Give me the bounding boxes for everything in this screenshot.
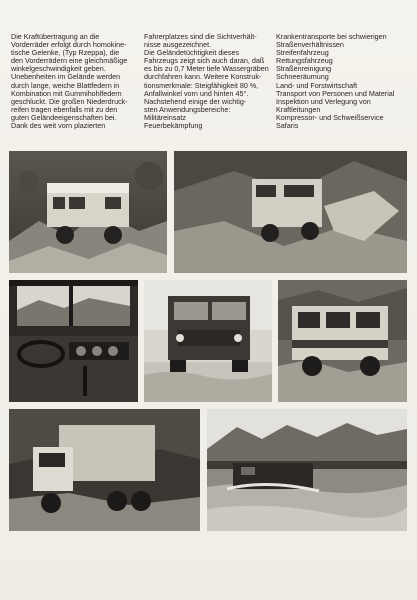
text-line: es bis zu 0,7 Meter tiefe Wassergräben xyxy=(144,65,269,74)
list-item: Schneeräumung xyxy=(276,72,329,82)
photo-vehicle-front-water xyxy=(144,280,272,402)
photo-cab-interior xyxy=(9,280,138,402)
photo-vehicle-side-rocks xyxy=(278,280,407,402)
photo-canvas-truck-6x6 xyxy=(9,409,200,531)
text-line: Kombination mit Gummihohlfedern xyxy=(11,89,122,98)
text-line: guten Geländeeigenschaften bei. xyxy=(11,113,117,122)
photo-vehicle-climbing-rocks xyxy=(174,151,407,273)
text-line: sten Anwendungsbereiche: xyxy=(144,105,231,114)
list-item: Kompressor- und Schweißservice xyxy=(276,112,384,122)
text-line: tionsmerkmale: Steigfähigkeit 80 %, xyxy=(144,81,259,90)
text-line: winkelgeschwindigkeit geben. xyxy=(11,65,106,74)
photo-vehicle-fording-river xyxy=(207,409,407,531)
text-line: Unebenheiten im Gelände werden xyxy=(11,73,121,82)
text-line: Die Geländetüchtigkeit dieses xyxy=(144,49,240,58)
text-line: durch lange, weiche Blattfedern in xyxy=(11,81,120,90)
text-line: tische Gelenke, (Typ Rzeppa), die xyxy=(11,49,120,58)
text-line: Feuerbekämpfung xyxy=(144,122,203,131)
text-line: Die Kraftübertragung an die xyxy=(11,33,100,41)
list-item: Straßenverhältnissen xyxy=(276,40,344,50)
list-item: Straßenreinigung xyxy=(276,64,332,74)
list-item: Safaris xyxy=(276,121,299,131)
text-line: Militäreinsatz xyxy=(144,113,186,122)
text-line: Anfallwinkel vorn und hinten 45°. xyxy=(144,89,249,98)
text-column-2 xyxy=(144,33,269,130)
text-line: Fahrerplatzes sind die Sichtverhält- xyxy=(144,33,257,41)
text-line: den Vorderrädern eine gleichmäßige xyxy=(11,57,128,66)
text-column-1 xyxy=(11,33,137,130)
text-line: Fahrzeugs zeigt sich auch daran, daß xyxy=(144,57,265,66)
applications-list xyxy=(276,33,408,130)
text-line: Vorderräder erfolgt durch homokine- xyxy=(11,41,127,50)
list-item: Inspektion und Verlegung von xyxy=(276,96,371,106)
text-line: Nachstehend einige der wichtig- xyxy=(144,97,247,106)
list-item: Land- und Forstwirtschaft xyxy=(276,80,358,90)
text-line: nisse ausgezeichnet. xyxy=(144,41,212,50)
list-item: Rettungsfahrzeug xyxy=(276,56,333,66)
list-item: Transport von Personen und Material xyxy=(276,88,395,98)
list-item: Kraftleitungen xyxy=(276,104,321,114)
text-line: geschluckt. Die großen Niederdruck- xyxy=(11,97,128,106)
text-line: Dank des weit vorn plazierten xyxy=(11,122,106,131)
text-line: reifen tragen ebenfalls mit zu den xyxy=(11,105,118,114)
list-item: Streifenfahrzeug xyxy=(276,48,329,58)
list-item: Krankentransporte bei schwierigen xyxy=(276,32,387,41)
photo-vehicle-rocky-slope xyxy=(9,151,167,273)
text-line: durchfahren kann. Weitere Konstruk- xyxy=(144,73,262,82)
